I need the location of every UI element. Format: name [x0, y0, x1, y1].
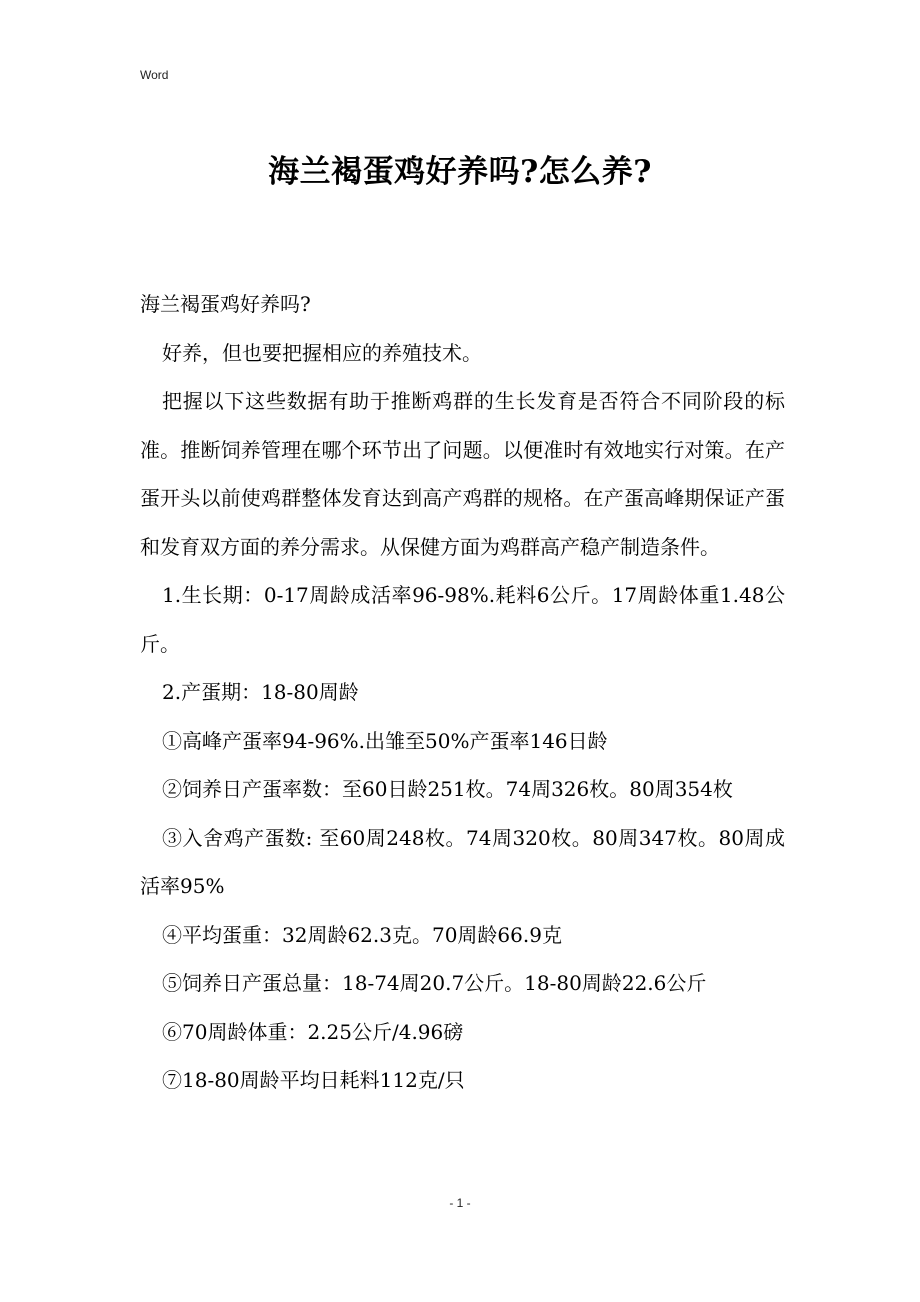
page-number: - 1 -: [449, 1196, 471, 1210]
list-item: ①高峰产蛋率94-96%.出雏至50%产蛋率146日龄: [162, 728, 608, 753]
paragraph-answer: 好养，但也要把握相应的养殖技术。: [162, 340, 482, 365]
paragraph-intro: 把握以下这些数据有助于推断鸡群的生长发育是否符合不同阶段的标准。推断饲养管理在哪个环节出了问题。以便准时有效地实行对策。在产蛋开头以前使鸡群整体发育达到高产鸡群的规格。在产蛋高峰期保证产蛋和发育双方面的养分需求。从保健方面为鸡群高产稳产制造条件。: [140, 389, 785, 559]
paragraph-laying-period: 2.产蛋期：18-80周龄: [162, 680, 359, 704]
document-body: [140, 280, 785, 1105]
list-item: ⑦18-80周龄平均日耗料112克/只: [162, 1068, 465, 1092]
list-item: ③入舍鸡产蛋数: 至60周248枚。74周320枚。80周347枚。80周成活率95%: [140, 825, 785, 898]
list-item: ②饲养日产蛋率数：至60日龄251枚。74周326枚。80周354枚: [162, 777, 733, 801]
paragraph-growth-period: 1.生长期：0-17周龄成活率96-98%.耗料6公斤。17周龄体重1.48公斤。: [140, 583, 785, 656]
list-item: ④平均蛋重：32周龄62.3克。70周龄66.9克: [162, 922, 562, 947]
list-item: ⑤饲养日产蛋总量：18-74周20.7公斤。18-80周龄22.6公斤: [162, 971, 707, 995]
list-item: ⑥70周龄体重：2.25公斤/4.96磅: [162, 1019, 464, 1044]
document-title: 海兰褐蛋鸡好养吗?怎么养?: [268, 154, 652, 190]
paragraph-question: 海兰褐蛋鸡好养吗?: [140, 292, 311, 316]
header-label: Word: [140, 68, 169, 82]
